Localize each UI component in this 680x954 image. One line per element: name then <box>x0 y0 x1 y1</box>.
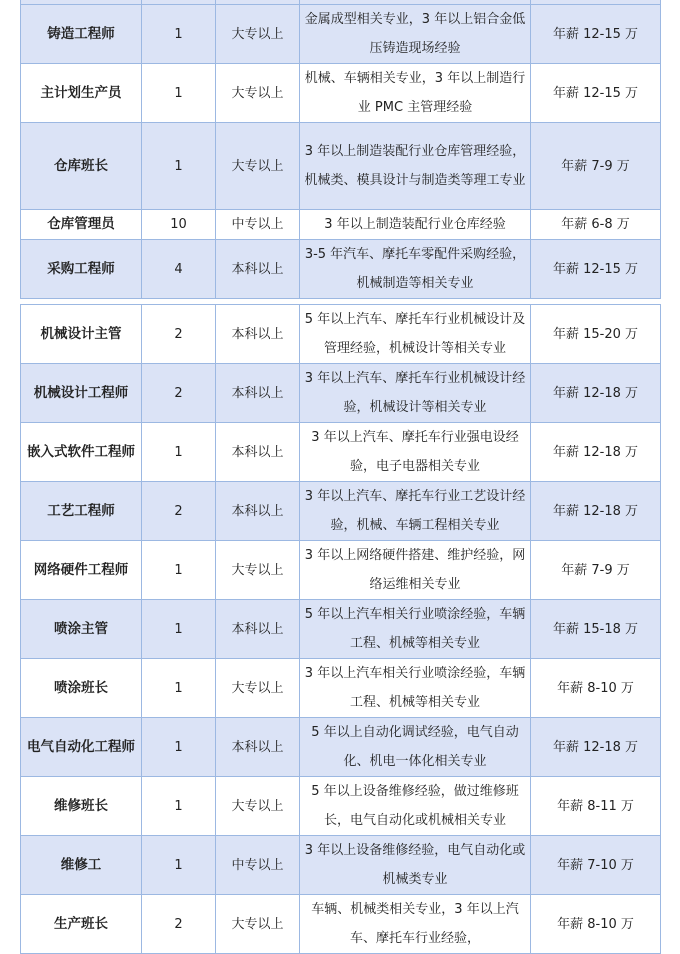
table-row <box>21 836 661 895</box>
salary-cell: 年薪 15-20 万 <box>531 305 661 364</box>
job-table-bottom <box>20 304 661 954</box>
requirement-cell: 车辆、机械类相关专业，3 年以上汽车、摩托车行业经验， <box>300 895 531 954</box>
table-row <box>21 482 661 541</box>
salary-cell: 年薪 12-18 万 <box>531 364 661 423</box>
requirement-cell: 3 年以上汽车、摩托车行业机械设计经验，机械设计等相关专业 <box>300 364 531 423</box>
salary-cell: 年薪 8-10 万 <box>531 895 661 954</box>
education-cell: 大专以上 <box>216 123 300 210</box>
requirement-cell: 3 年以上制造装配行业仓库管理经验，机械类、模具设计与制造类等理工专业 <box>300 123 531 210</box>
salary-cell: 年薪 12-18 万 <box>531 423 661 482</box>
position-cell: 维修工 <box>21 836 142 895</box>
count-cell: 1 <box>142 718 216 777</box>
table-row <box>21 718 661 777</box>
salary-cell: 年薪 7-9 万 <box>531 541 661 600</box>
count-cell: 1 <box>142 64 216 123</box>
salary-cell: 年薪 8-10 万 <box>531 659 661 718</box>
salary-cell: 年薪 12-18 万 <box>531 718 661 777</box>
salary-cell: 年薪 7-10 万 <box>531 836 661 895</box>
requirement-cell: 3 年以上制造装配行业仓库经验 <box>300 210 531 240</box>
table-row <box>21 541 661 600</box>
education-cell: 大专以上 <box>216 64 300 123</box>
table-row <box>21 64 661 123</box>
requirement-cell: 5 年以上汽车、摩托车行业机械设计及管理经验，机械设计等相关专业 <box>300 305 531 364</box>
position-cell: 生产班长 <box>21 895 142 954</box>
requirement-cell: 5 年以上自动化调试经验，电气自动化、机电一体化相关专业 <box>300 718 531 777</box>
position-cell: 机械设计工程师 <box>21 364 142 423</box>
education-cell: 本科以上 <box>216 364 300 423</box>
position-cell: 嵌入式软件工程师 <box>21 423 142 482</box>
salary-cell: 年薪 12-18 万 <box>531 482 661 541</box>
count-cell: 2 <box>142 482 216 541</box>
table-row <box>21 423 661 482</box>
education-cell: 本科以上 <box>216 482 300 541</box>
count-cell: 2 <box>142 895 216 954</box>
table-row <box>21 240 661 299</box>
count-cell: 1 <box>142 836 216 895</box>
salary-cell: 年薪 12-15 万 <box>531 240 661 299</box>
position-cell: 喷涂主管 <box>21 600 142 659</box>
education-cell: 大专以上 <box>216 659 300 718</box>
position-cell: 铸造工程师 <box>21 5 142 64</box>
count-cell: 1 <box>142 123 216 210</box>
requirement-cell: 5 年以上汽车相关行业喷涂经验，车辆工程、机械等相关专业 <box>300 600 531 659</box>
education-cell: 本科以上 <box>216 240 300 299</box>
education-cell: 中专以上 <box>216 210 300 240</box>
salary-cell: 年薪 8-11 万 <box>531 777 661 836</box>
education-cell: 本科以上 <box>216 423 300 482</box>
table-row <box>21 305 661 364</box>
count-cell: 1 <box>142 423 216 482</box>
education-cell: 本科以上 <box>216 718 300 777</box>
requirement-cell: 3-5 年汽车、摩托车零配件采购经验，机械制造等相关专业 <box>300 240 531 299</box>
education-cell: 大专以上 <box>216 777 300 836</box>
count-cell: 1 <box>142 659 216 718</box>
requirement-cell: 金属成型相关专业，3 年以上铝合金低压铸造现场经验 <box>300 5 531 64</box>
requirement-cell: 3 年以上设备维修经验，电气自动化或机械类专业 <box>300 836 531 895</box>
position-cell: 仓库管理员 <box>21 210 142 240</box>
position-cell: 仓库班长 <box>21 123 142 210</box>
table-row <box>21 659 661 718</box>
requirement-cell: 机械、车辆相关专业，3 年以上制造行业 PMC 主管理经验 <box>300 64 531 123</box>
table-row <box>21 364 661 423</box>
job-table-top <box>20 0 661 299</box>
education-cell: 大专以上 <box>216 5 300 64</box>
count-cell: 2 <box>142 305 216 364</box>
education-cell: 中专以上 <box>216 836 300 895</box>
position-cell: 机械设计主管 <box>21 305 142 364</box>
position-cell: 维修班长 <box>21 777 142 836</box>
table-row <box>21 5 661 64</box>
salary-cell: 年薪 12-15 万 <box>531 5 661 64</box>
position-cell: 电气自动化工程师 <box>21 718 142 777</box>
education-cell: 大专以上 <box>216 541 300 600</box>
salary-cell: 年薪 7-9 万 <box>531 123 661 210</box>
table-row <box>21 600 661 659</box>
requirement-cell: 3 年以上汽车、摩托车行业工艺设计经验，机械、车辆工程相关专业 <box>300 482 531 541</box>
requirement-cell: 3 年以上汽车、摩托车行业强电设经验，电子电器相关专业 <box>300 423 531 482</box>
salary-cell: 年薪 12-15 万 <box>531 64 661 123</box>
count-cell: 10 <box>142 210 216 240</box>
position-cell: 喷涂班长 <box>21 659 142 718</box>
table-row <box>21 123 661 210</box>
requirement-cell: 5 年以上设备维修经验，做过维修班长，电气自动化或机械相关专业 <box>300 777 531 836</box>
count-cell: 1 <box>142 777 216 836</box>
count-cell: 1 <box>142 5 216 64</box>
salary-cell: 年薪 15-18 万 <box>531 600 661 659</box>
count-cell: 4 <box>142 240 216 299</box>
position-cell: 工艺工程师 <box>21 482 142 541</box>
table-row <box>21 777 661 836</box>
position-cell: 主计划生产员 <box>21 64 142 123</box>
education-cell: 本科以上 <box>216 305 300 364</box>
requirement-cell: 3 年以上汽车相关行业喷涂经验，车辆工程、机械等相关专业 <box>300 659 531 718</box>
education-cell: 大专以上 <box>216 895 300 954</box>
requirement-cell: 3 年以上网络硬件搭建、维护经验，网络运维相关专业 <box>300 541 531 600</box>
position-cell: 采购工程师 <box>21 240 142 299</box>
count-cell: 1 <box>142 600 216 659</box>
count-cell: 2 <box>142 364 216 423</box>
table-row <box>21 210 661 240</box>
education-cell: 本科以上 <box>216 600 300 659</box>
position-cell: 网络硬件工程师 <box>21 541 142 600</box>
salary-cell: 年薪 6-8 万 <box>531 210 661 240</box>
count-cell: 1 <box>142 541 216 600</box>
